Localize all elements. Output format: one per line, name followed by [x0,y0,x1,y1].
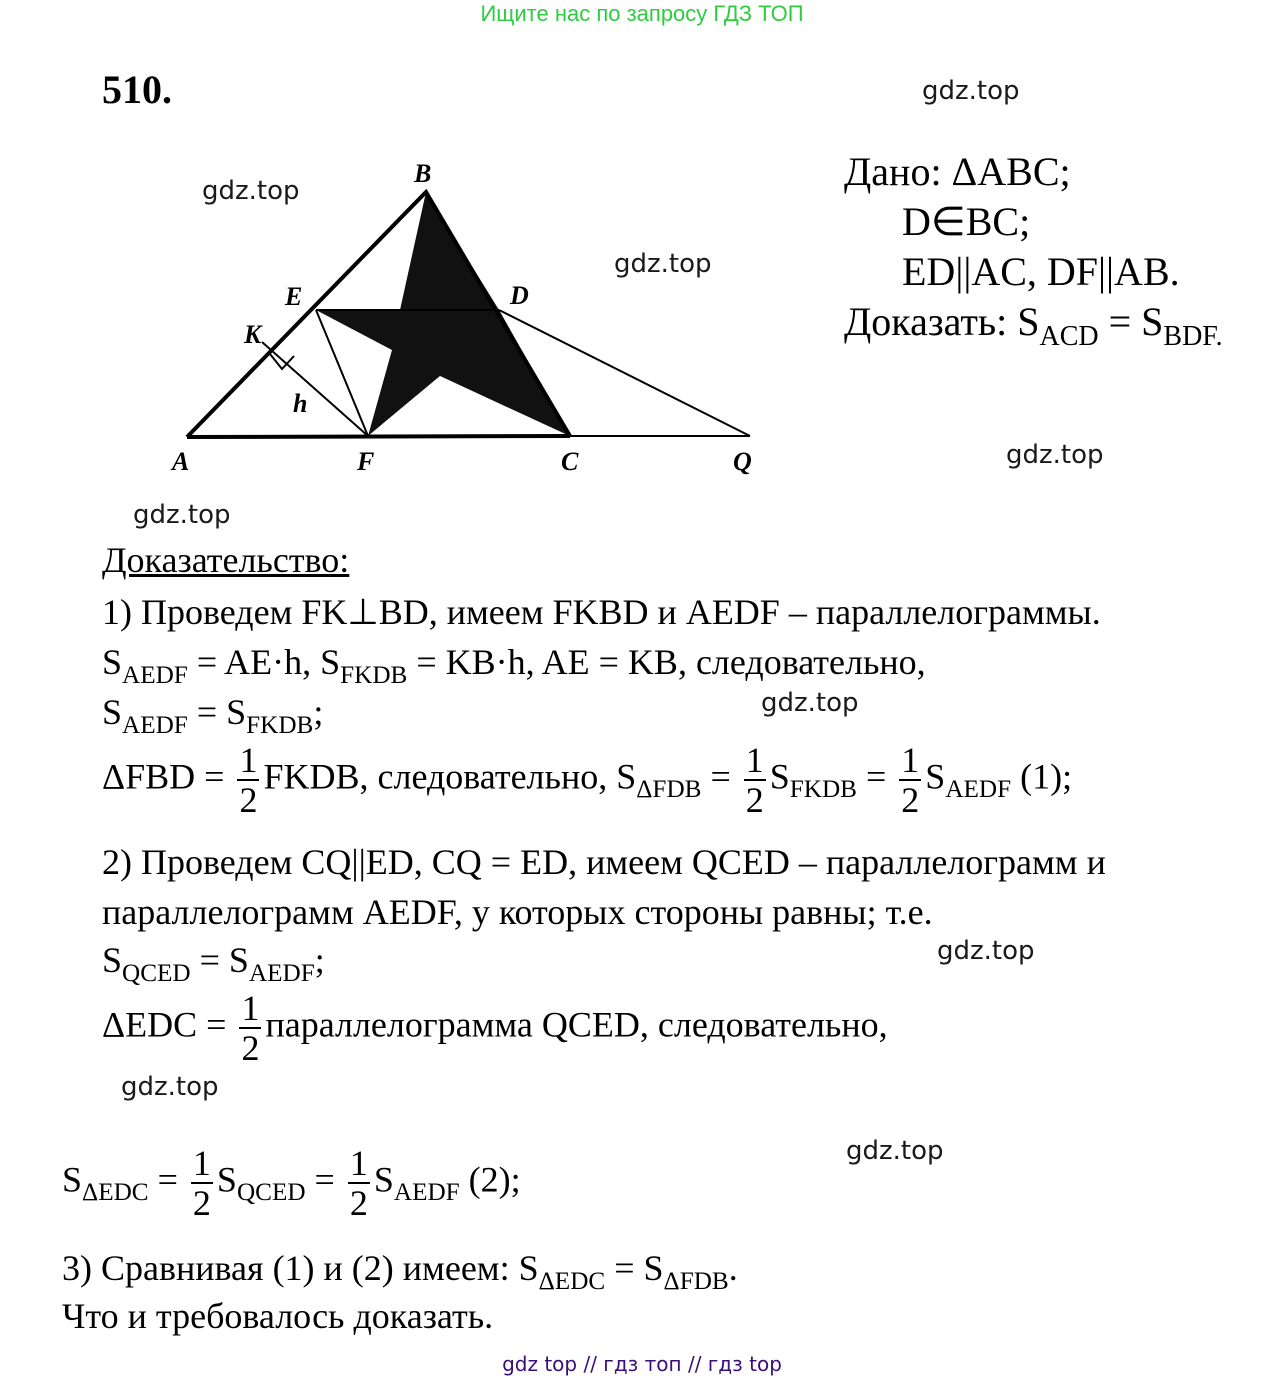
watermark: gdz.top [761,688,859,718]
proof-line-1: 1) Проведем FK⊥BD, имеем FKBD и AEDF – параллелограммы. [102,592,1101,632]
proof-line-3: $S_{AEDF} = S_{FKDB}$; [102,692,324,739]
label-k: K [244,320,262,349]
given-line: ED||AC, DF||AB. [902,249,1180,294]
label-a: A [172,447,190,476]
geometry-diagram [0,0,800,490]
watermark: gdz.top [937,936,1035,966]
proof-line-5: 2) Проведем CQ||ED, CQ = ED, имеем QCED – параллелограмм и [102,842,1106,882]
given-line: D∈BC; [902,199,1031,244]
label-h: h [293,389,308,418]
prove-line: Доказать: $S_{ACD} = S_{BDF.}$ [844,299,1223,352]
watermark: gdz.top [133,500,231,530]
label-b: B [414,159,432,188]
proof-line-6: параллелограмм AEDF, у которых стороны равны; т.е. [102,892,933,932]
proof-line-9: $S_{\Delta EDC}$ = $\frac{1}{2}$ $S_{QCED}$ = $\frac{1}{2}$ $S_{AEDF}$ (2); [62,1143,521,1223]
label-e: E [285,282,303,311]
footer-watermark: gdz top // гдз топ // гдз top [502,1352,782,1376]
watermark: gdz.top [121,1072,219,1102]
search-banner: Ищите нас по запросу ГДЗ ТОП [480,1,804,26]
label-c: C [561,447,579,476]
watermark: gdz.top [202,176,300,206]
proof-line-8: ΔEDC = $\frac{1}{2}$ параллелограмма QCED, следовательно, [102,988,888,1068]
watermark: gdz.top [614,249,712,279]
proof-line-10: 3) Сравнивая (1) и (2) имеем: $S_{\Delta EDC} = S_{\Delta FDB}$. [62,1248,738,1295]
proof-heading: Доказательство: [102,540,350,580]
proof-line-4: ΔFBD = $\frac{1}{2}$ FKDB, следовательно, $S_{\Delta FDB}$ = $\frac{1}{2}$ $S_{FKDB}$ = $\frac{1}{2}$ $S_{AEDF}$ (1); [102,740,1073,820]
given-line: Дано: ΔABC; [844,149,1071,194]
label-q: Q [733,447,752,476]
label-f: F [357,447,375,476]
proof-conclusion: Что и требовалось доказать. [62,1296,494,1336]
watermark: gdz.top [1006,440,1104,470]
label-d: D [510,281,529,310]
proof-line-2: $S_{AEDF} = AE\cdot h$, $S_{FKDB} = KB\cdot h$, AE = KB, следовательно, [102,642,926,689]
watermark: gdz.top [846,1136,944,1166]
proof-line-7: $S_{QCED} = S_{AEDF}$; [102,940,325,987]
watermark: gdz.top [922,76,1020,106]
problem-number: 510. [102,67,172,112]
